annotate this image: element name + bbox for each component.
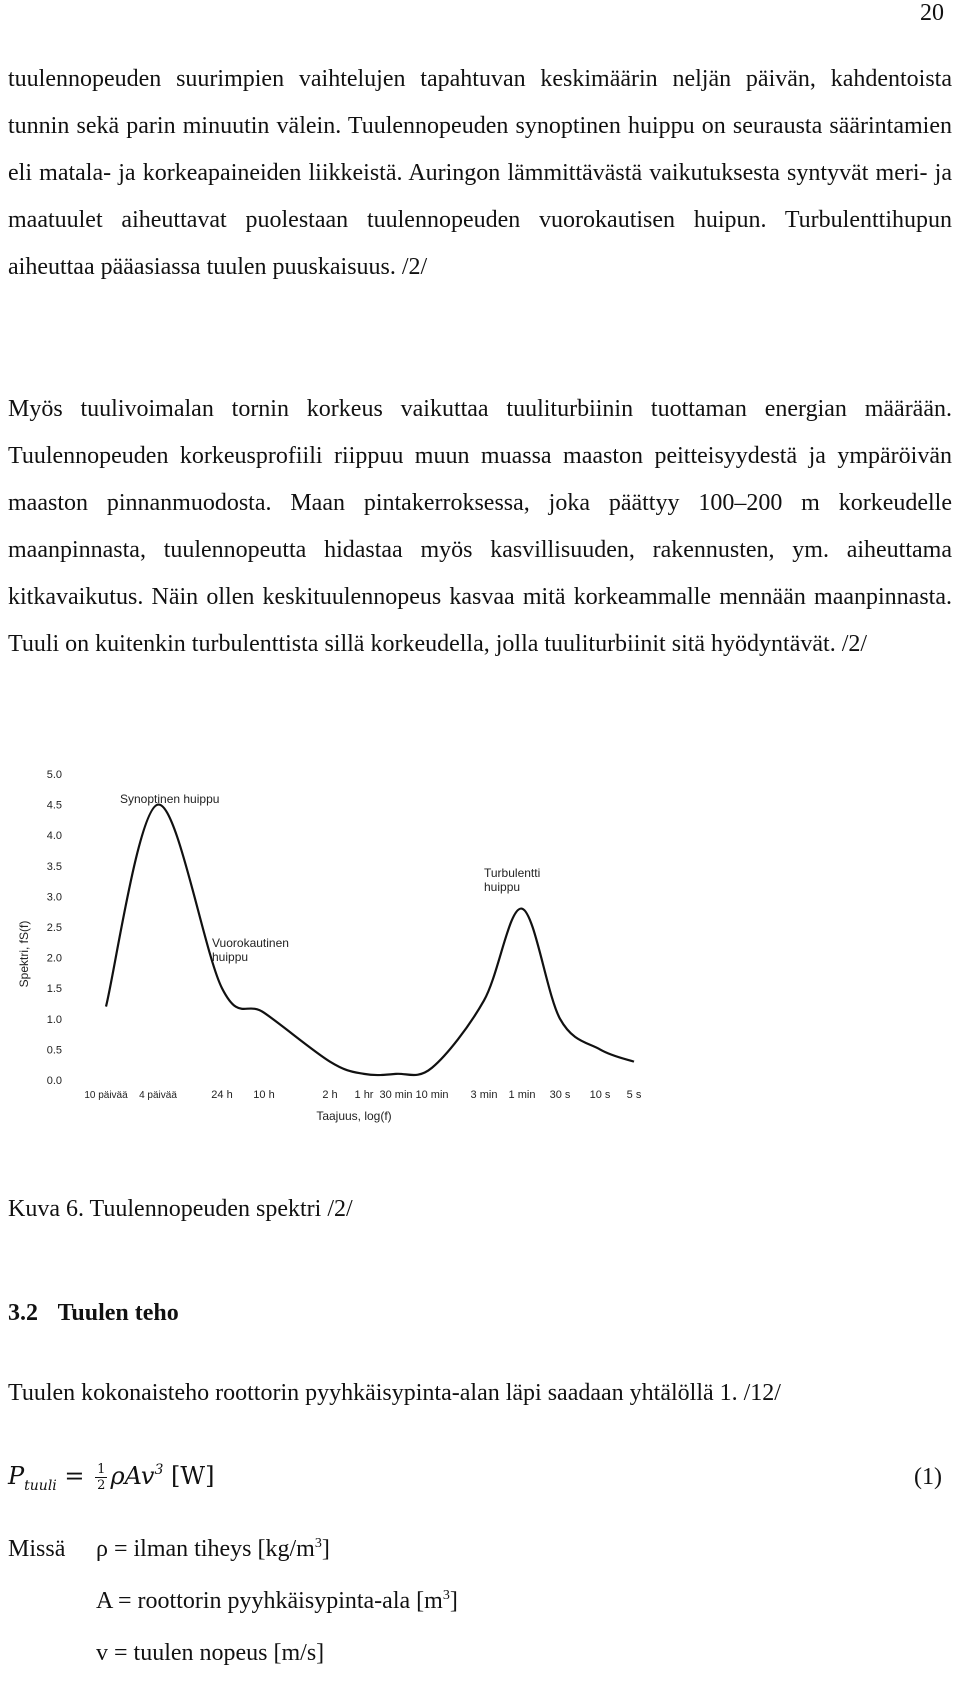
eq-equals: = <box>64 1462 85 1490</box>
y-tick-label: 3.0 <box>46 891 62 904</box>
definition-area: A = roottorin pyyhkäisypinta-ala $[m^3]$ <box>96 1588 458 1614</box>
annotation-diurnal: Vuorokautinen huippu <box>212 936 289 964</box>
y-tick-label: 0.5 <box>46 1044 62 1057</box>
definition-velocity: v = tuulen nopeus [m/s] <box>96 1640 325 1666</box>
annotation-synoptic: Synoptinen huippu <box>120 792 220 806</box>
y-tick-label: 1.5 <box>46 983 62 996</box>
eq-lhs-sub: tuuli <box>24 1478 57 1494</box>
eq-rhs-sup: 3 <box>154 1462 164 1478</box>
section-title: Tuulen teho <box>57 1300 179 1326</box>
x-tick-label: 1 min <box>508 1089 536 1101</box>
x-tick-label: 10 s <box>589 1089 611 1101</box>
x-tick-label: 1 hr <box>354 1089 374 1101</box>
equation-number: (1) <box>914 1464 942 1490</box>
x-tick-label: 30 min <box>379 1089 413 1101</box>
y-axis-label: Spektri, fS(f) <box>17 920 31 988</box>
eq-unit: [W] <box>171 1462 215 1490</box>
eq-lhs: P <box>8 1462 25 1490</box>
section-heading <box>8 1300 179 1327</box>
x-tick-label: 5 s <box>626 1089 642 1101</box>
where-label: Missä <box>8 1536 66 1562</box>
y-tick-label: 1.0 <box>46 1013 62 1026</box>
x-tick-label: 10 min <box>415 1089 449 1101</box>
eq-frac-num: 1 <box>97 1462 106 1477</box>
eq-fraction <box>95 1462 107 1493</box>
body-paragraph-2: Myös tuulivoimalan tornin korkeus vaikuttaa tuuliturbiinin tuottaman energian määrään. Tuulennopeuden korkeusprofiili riippuu muun muassa maaston peitteisyydestä ja ympäröivän maaston pinnanmuodosta. Maan pintakerroksessa, joka päättyy 100–200 m korkeudelle maanpinnasta, tuulennopeutta hidastaa myös kasvillisuuden, rakennusten, ym. aiheuttama kitkavaikutus. Näin ollen keskituulennopeus kasvaa mitä korkeammalle mennään maanpinnasta. Tuuli on kuitenkin turbulenttista sillä korkeudella, jolla tuuliturbiinit sitä hyödyntävät. /2/ <box>8 396 952 657</box>
y-tick-label: 5.0 <box>46 769 62 781</box>
page-number: 20 <box>920 0 944 26</box>
eq-rhs: ρAv <box>110 1462 155 1490</box>
x-tick-label: 30 s <box>549 1089 571 1101</box>
x-axis-label: Taajuus, log(f) <box>316 1109 392 1123</box>
x-tick-label: 4 päivää <box>139 1090 177 1101</box>
annotation-turbulent: Turbulentti huippu <box>484 866 541 894</box>
x-tick-label: 10 h <box>253 1089 275 1101</box>
wind-spectrum-figure <box>8 760 712 1160</box>
y-tick-label: 4.0 <box>46 830 62 843</box>
spectrum-series-line <box>106 805 634 1076</box>
x-tick-label: 3 min <box>470 1089 498 1101</box>
wind-spectrum-chart <box>8 760 712 1160</box>
y-tick-label: 3.5 <box>46 860 62 873</box>
section-intro: Tuulen kokonaisteho roottorin pyyhkäisypinta-alan läpi saadaan yhtälöllä 1. /12/ <box>8 1380 781 1406</box>
y-tick-label: 4.5 <box>46 799 62 812</box>
y-tick-label: 0.0 <box>46 1075 62 1087</box>
y-tick-label: 2.5 <box>46 922 62 934</box>
x-tick-label: 2 h <box>322 1089 338 1101</box>
eq-frac-den: 2 <box>97 1478 106 1493</box>
y-tick-label: 2.0 <box>46 952 62 965</box>
figure-caption: Kuva 6. Tuulennopeuden spektri /2/ <box>8 1196 353 1222</box>
x-tick-label: 10 päivää <box>84 1090 128 1101</box>
equation-1 <box>8 1462 952 1522</box>
definition-rho: ρ = ilman tiheys $[kg/m^3]$ <box>96 1536 330 1562</box>
x-tick-label: 24 h <box>211 1089 233 1101</box>
section-number: 3.2 <box>8 1300 38 1326</box>
equation-body <box>8 1462 214 1494</box>
body-paragraph-1: tuulennopeuden suurimpien vaihtelujen tapahtuvan keskimäärin neljän päivän, kahdentoista tunnin sekä parin minuutin välein. Tuulennopeuden synoptinen huippu on seurausta säärintamien eli matala- ja korkeapaineiden liikkeistä. Auringon lämmittävästä vaikutuksesta syntyvät meri- ja maatuulet aiheuttavat puolestaan tuulennopeuden vuorokautisen huipun. Turbulenttihupun aiheuttaa pääasiassa tuulen puuskaisuus. /2/ <box>8 66 952 280</box>
